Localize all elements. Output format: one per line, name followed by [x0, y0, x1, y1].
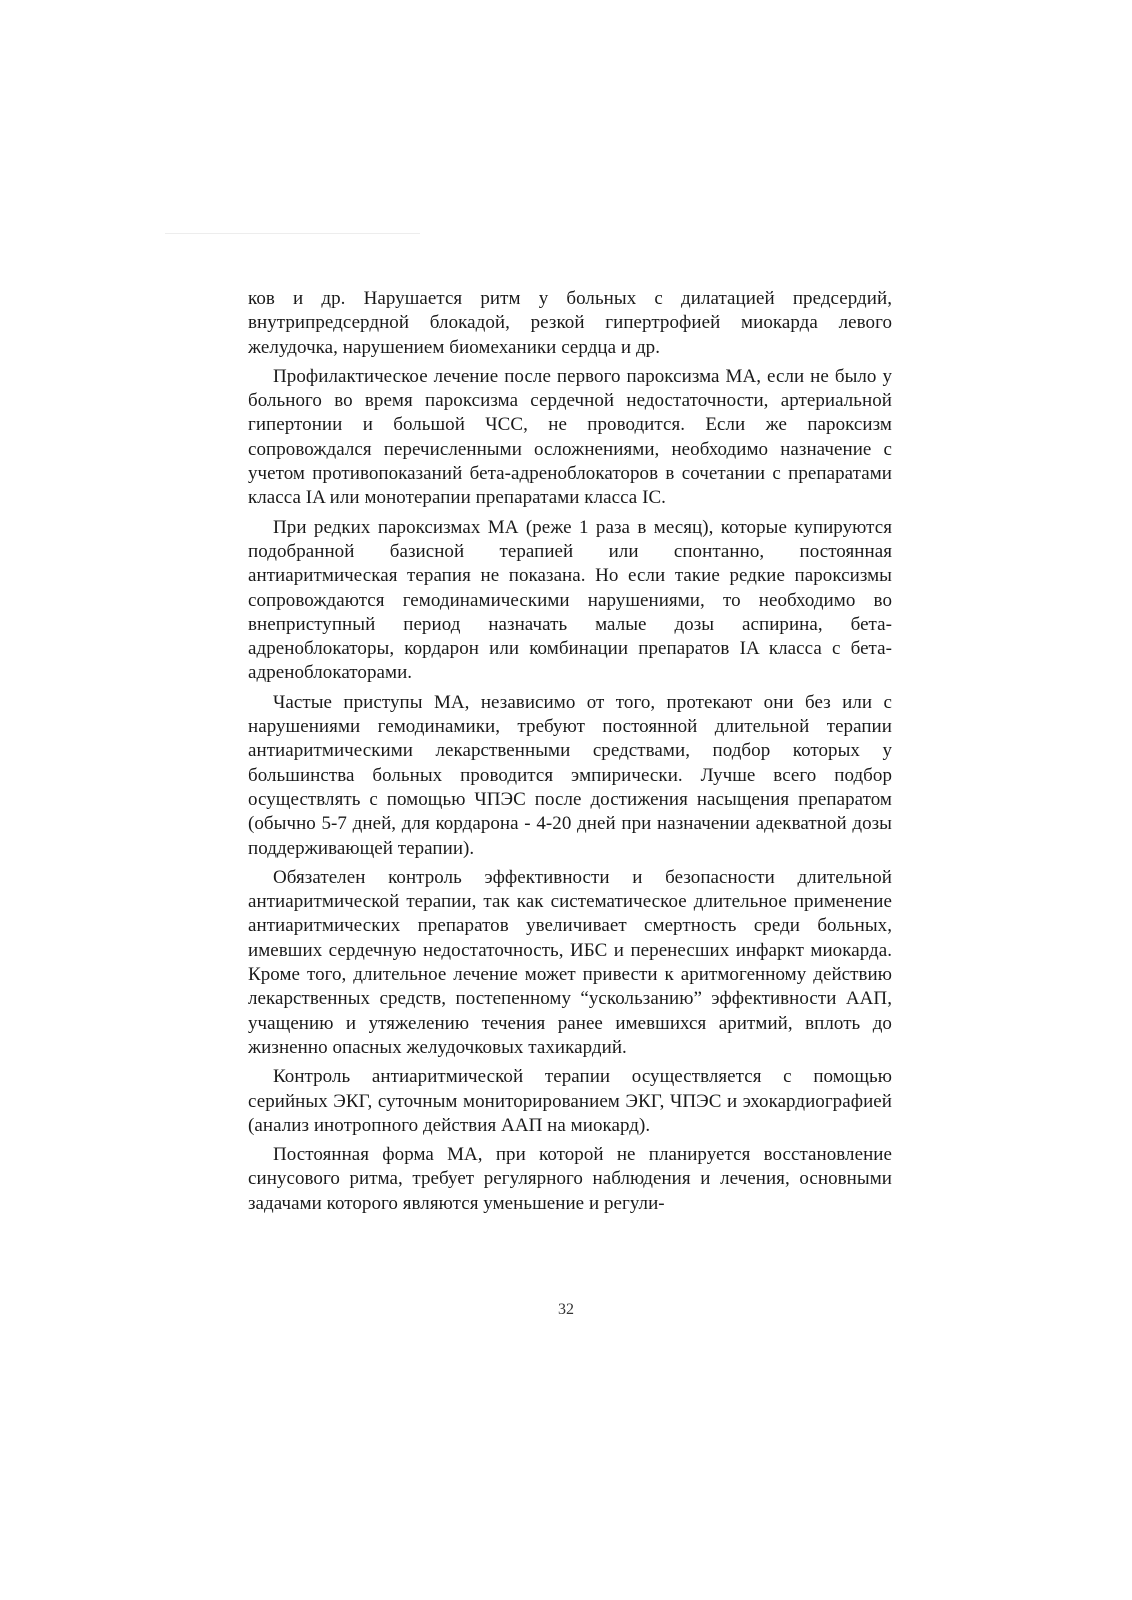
- paragraph-prophylaxis: Профилактическое лечение после первого пароксизма МА, если не было у больного во время пароксизма сердечной недостаточности, артериальной гипертонии и большой ЧСС, не проводится. Если же пароксизм сопровождался перечисленными осложнениями, необходимо назначение с учетом противопоказаний бета-адреноблокаторов в сочетании с препаратами класса IA или монотерапии препаратами класса IC.: [248, 365, 892, 509]
- paragraph-permanent-form: Постоянная форма МА, при которой не планируется восстановление синусового ритма, требует регулярного наблюдения и лечения, основными задачами которого являются уменьшение и регули-: [248, 1144, 892, 1214]
- paragraph-rare-paroxysms: При редких пароксизмах МА (реже 1 раза в месяц), которые купируются подобранной базисной терапией или спонтанно, постоянная антиаритмическая терапия не показана. Но если такие редкие пароксизмы сопровождаются гемодинамическими нарушениями, то необходимо во внеприступный период назначать малые дозы аспирина, бета-адреноблокаторы, кордарон или комбинации препаратов IA класса с бета-адреноблокаторами.: [248, 516, 892, 684]
- page-number: 32: [558, 1301, 574, 1318]
- scan-artifact-line: [165, 233, 420, 234]
- paragraph-therapy-monitoring: Контроль антиаритмической терапии осуществляется с помощью серийных ЭКГ, суточным мониторированием ЭКГ, ЧПЭС и эхокардиографией (анализ инотропного действия ААП на миокард).: [248, 1066, 892, 1136]
- paragraph-continuation: ков и др. Нарушается ритм у больных с дилатацией предсердий, внутрипредсердной блокадой, резкой гипертрофией миокарда левого желудочка, нарушением биомеханики сердца и др.: [248, 288, 892, 358]
- paragraph-safety-control: Обязателен контроль эффективности и безопасности длительной антиаритмической терапии, так как систематическое длительное применение антиаритмических препаратов увеличивает смертность среди больных, имевших сердечную недостаточность, ИБС и перенесших инфаркт миокарда. Кроме того, длительное лечение может привести к аритмогенному действию лекарственных средств, постепенному “ускользанию” эффективности ААП, учащению и утяжелению течения ранее имевшихся аритмий, вплоть до жизненно опасных желудочковых тахикардий.: [248, 866, 892, 1058]
- paragraph-frequent-attacks: Частые приступы МА, независимо от того, протекают они без или с нарушениями гемодинамики, требуют постоянной длительной терапии антиаритмическими лекарственными средствами, подбор которых у большинства больных проводится эмпирически. Лучше всего подбор осуществлять с помощью ЧПЭС после достижения насыщения препаратом (обычно 5-7 дней, для кордарона - 4-20 дней при назначении адекватной дозы поддерживающей терапии).: [248, 691, 892, 859]
- page-body: [248, 287, 892, 1221]
